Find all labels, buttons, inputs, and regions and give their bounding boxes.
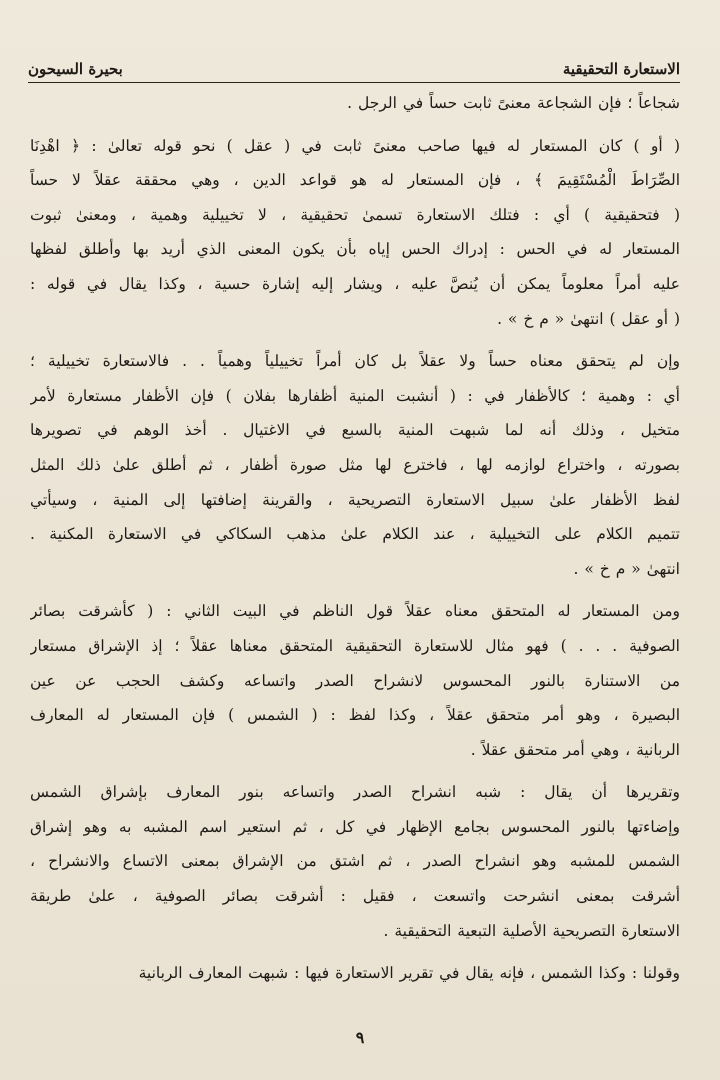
paragraph [30, 344, 680, 586]
paragraph-gap [30, 586, 680, 594]
text-line: أي : وهمية ؛ كالأظفار في : ( أنشبت المنية أظفارها بفلان ) فإن الأظفار مستعارة لأمر [30, 386, 680, 405]
text-line: ( أو ) كان المستعار له فيها صاحب معنىً ثابت في ( عقل ) نحو قوله تعالىٰ : ﴿ اهْدِنَا [30, 136, 680, 155]
paragraph [30, 129, 680, 337]
text-line: تتميم الكلام على التخييلية ، عند الكلام علىٰ مذهب السكاكي في الاستعارة المكنية . [30, 525, 680, 544]
text-line: وقولنا : وكذا الشمس ، فإنه يقال في تقرير الاستعارة فيها : شبهت المعارف الربانية [138, 964, 680, 983]
running-header [28, 52, 680, 78]
text-line: أشرقت بمعنى انشرحت واتسعت ، فقيل : أشرقت بصائر الصوفية ، علىٰ طريقة [30, 887, 680, 906]
text-line: لفظ الأظفار علىٰ سبيل الاستعارة التصريحية ، والقرينة إضافتها إلى المنية ، وسيأتي [30, 490, 680, 509]
text-line: الاستعارة التصريحية الأصلية التبعية التحقيقية . [383, 921, 680, 940]
text-line: ( فتحقيقية ) أي : فتلك الاستعارة تسمىٰ تحقيقية ، لا تخييلية وهمية ، ومعنىٰ ثبوت [30, 205, 680, 224]
page-number: ٩ [355, 1028, 365, 1047]
text-line: الصوفية . . . ) فهو مثال للاستعارة التحقيقية المتحقق معناها عقلاً ؛ إذ الإشراق مستعار [30, 636, 680, 655]
text-line: ( أو عقل ) انتهىٰ « م خ » . [497, 309, 680, 328]
paragraph [30, 775, 680, 948]
header-subtitle: بحيرة السيحون [28, 60, 123, 78]
paragraph-gap [30, 121, 680, 129]
paragraph-gap [30, 767, 680, 775]
paragraph [30, 956, 680, 991]
paragraph [30, 86, 680, 121]
text-line: انتهىٰ « م خ » . [573, 559, 680, 578]
text-line: الشمس للمشبه وهو انشراح الصدر ، ثم اشتق من الإشراق بمعنى الاتساع والانشراح ، [30, 852, 680, 871]
paragraph [30, 594, 680, 767]
header-title: الاستعارة التحقيقية [562, 60, 680, 78]
text-line: وإن لم يتحقق معناه حساً ولا عقلاً بل كان أمراً تخييلياً وهمياً . . فالاستعارة تخييلية ؛ [30, 352, 680, 371]
text-line: الربانية ، وهي أمر متحقق عقلاً . [470, 740, 680, 759]
text-line: المستعار له في الحس : إدراك الحس إياه بأن يكون المعنى الذي أريد بها وأطلق لفظها [30, 240, 680, 259]
text-line: شجاعاً ؛ فإن الشجاعة معنىً ثابت حساً في الرجل . [347, 94, 680, 112]
header-rule [28, 82, 680, 83]
text-line: البصيرة ، وهو أمر متحقق عقلاً ، وكذا لفظ : ( الشمس ) فإن المستعار له المعارف [30, 706, 680, 725]
text-line: بصورته ، واختراع لوازمه لها ، فاخترع لها مثل صورة أظفار ، ثم أطلق علىٰ ذلك المثل [30, 455, 680, 474]
text-line: متخيل ، وذلك أنه لما شبهت المنية بالسبع في الاغتيال . أخذ الوهم في تصويرها [30, 421, 680, 440]
page-body [30, 86, 680, 991]
text-line: وتقريرها أن يقال : شبه انشراح الصدر واتساعه بنور المعارف بإشراق الشمس [30, 783, 680, 802]
text-line: من الاستنارة بالنور المحسوس لانشراح الصدر واتساعه وكشف الحجب عن عين [30, 671, 680, 690]
text-line: ومن المستعار له المتحقق معناه عقلاً قول الناظم في البيت الثاني : ( كأشرقت بصائر [30, 602, 680, 621]
text-line: الصِّرَاطَ الْمُسْتَقِيمَ ﴾ ، فإن المستعار له هو قواعد الدين ، وهي محققة عقلاً لا حساً [30, 171, 680, 190]
paragraph-gap [30, 948, 680, 956]
paragraph-gap [30, 336, 680, 344]
text-line: وإضاءتها بالنور المحسوس بجامع الإظهار في كل ، ثم استعير اسم المشبه به وهو إشراق [30, 817, 680, 836]
text-line: عليه أمراً معلوماً يمكن أن يُنصَّ عليه ، ويشار إليه إشارة حسية ، وكذا يقال في قوله : [30, 274, 680, 293]
